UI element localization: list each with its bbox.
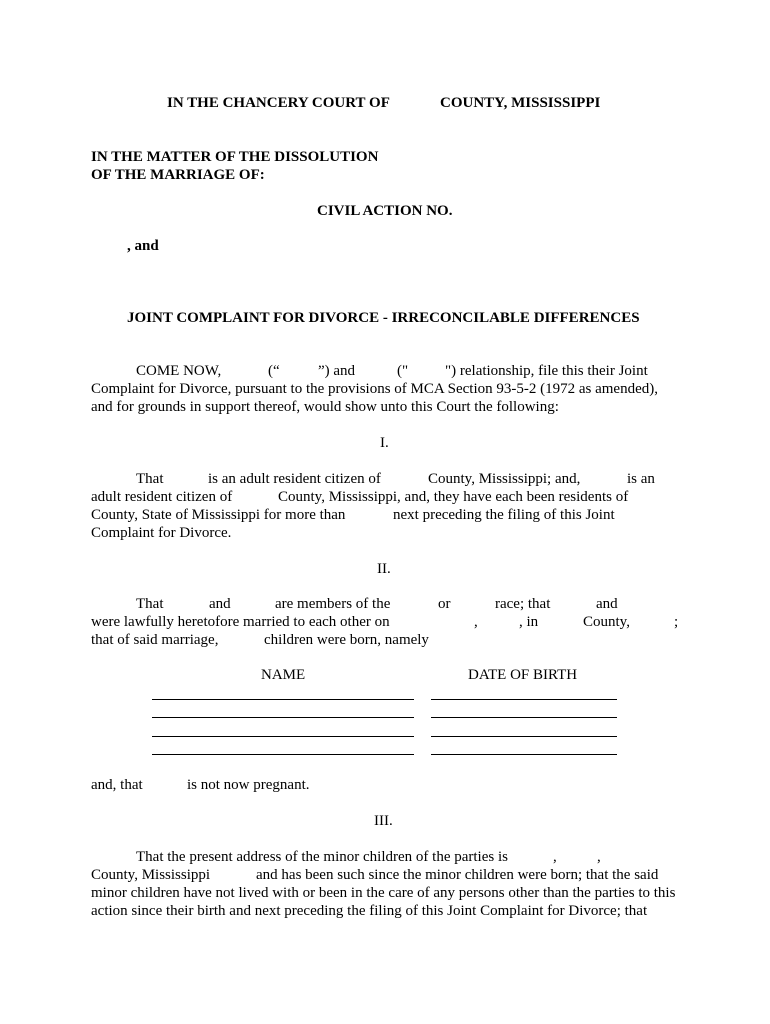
section-text: and	[596, 596, 618, 612]
intro-text: COME NOW,	[136, 363, 222, 379]
name-blank-line	[152, 754, 414, 755]
section-numeral: II.	[377, 561, 391, 577]
section-text: is an	[627, 471, 655, 487]
section-text: ,	[474, 614, 478, 630]
intro-text: Complaint for Divorce, pursuant to the provisions of MCA Section 93-5-2 (1972 as amended),	[91, 381, 658, 397]
intro-text: ") relationship, file this their Joint	[445, 363, 648, 379]
section-text: were lawfully heretofore married to each other on	[91, 614, 390, 630]
section-numeral: III.	[374, 813, 393, 829]
court-heading-left: IN THE CHANCERY COURT OF	[167, 95, 390, 111]
section-text: and has been such since the minor children were born; that the said	[256, 867, 659, 883]
section-text: and	[209, 596, 231, 612]
name-blank-line	[152, 699, 414, 700]
dob-column-header: DATE OF BIRTH	[468, 667, 578, 683]
section-text: County, Mississippi, and, they have each been residents of	[278, 489, 629, 505]
intro-text: ("	[397, 363, 409, 379]
matter-line-1: IN THE MATTER OF THE DISSOLUTION	[91, 149, 379, 165]
section-numeral: I.	[380, 435, 389, 451]
pregnancy-text: and, that	[91, 777, 143, 793]
section-text: race; that	[495, 596, 551, 612]
section-text: or	[438, 596, 451, 612]
section-text: That the present address of the minor children of the parties is	[136, 849, 508, 865]
section-text: adult resident citizen of	[91, 489, 233, 505]
dob-blank-line	[431, 736, 617, 737]
name-blank-line	[152, 717, 414, 718]
section-text: minor children have not lived with or been in the care of any persons other than the parties to this	[91, 885, 676, 901]
pregnancy-text: is not now pregnant.	[187, 777, 310, 793]
matter-line-2: OF THE MARRIAGE OF:	[91, 167, 265, 183]
court-heading-right: COUNTY, MISSISSIPPI	[440, 95, 601, 111]
section-text: action since their birth and next preceding the filing of this Joint Complaint for Divorce; that	[91, 903, 648, 919]
section-text: are members of the	[275, 596, 391, 612]
section-text: ,	[553, 849, 557, 865]
dob-blank-line	[431, 699, 617, 700]
section-text: ,	[597, 849, 601, 865]
section-text: ;	[674, 614, 679, 630]
dob-blank-line	[431, 754, 617, 755]
document-title: JOINT COMPLAINT FOR DIVORCE - IRRECONCILABLE DIFFERENCES	[127, 310, 640, 326]
intro-text: ”) and	[318, 363, 356, 379]
name-column-header: NAME	[261, 667, 306, 683]
civil-action-label: CIVIL ACTION NO.	[317, 203, 453, 219]
section-text: That	[136, 471, 164, 487]
section-text: is an adult resident citizen of	[208, 471, 381, 487]
section-text: , in	[519, 614, 539, 630]
section-text: County, Mississippi; and,	[428, 471, 581, 487]
section-text: That	[136, 596, 164, 612]
caption-and: , and	[127, 238, 159, 254]
section-text: Complaint for Divorce.	[91, 525, 232, 541]
section-text: that of said marriage,	[91, 632, 219, 648]
section-text: County, Mississippi	[91, 867, 211, 883]
section-text: children were born, namely	[264, 632, 429, 648]
intro-text: and for grounds in support thereof, would show unto this Court the following:	[91, 399, 559, 415]
section-text: next preceding the filing of this Joint	[393, 507, 615, 523]
intro-text: (“	[268, 363, 280, 379]
name-blank-line	[152, 736, 414, 737]
section-text: County, State of Mississippi for more than	[91, 507, 346, 523]
section-text: County,	[583, 614, 630, 630]
dob-blank-line	[431, 717, 617, 718]
